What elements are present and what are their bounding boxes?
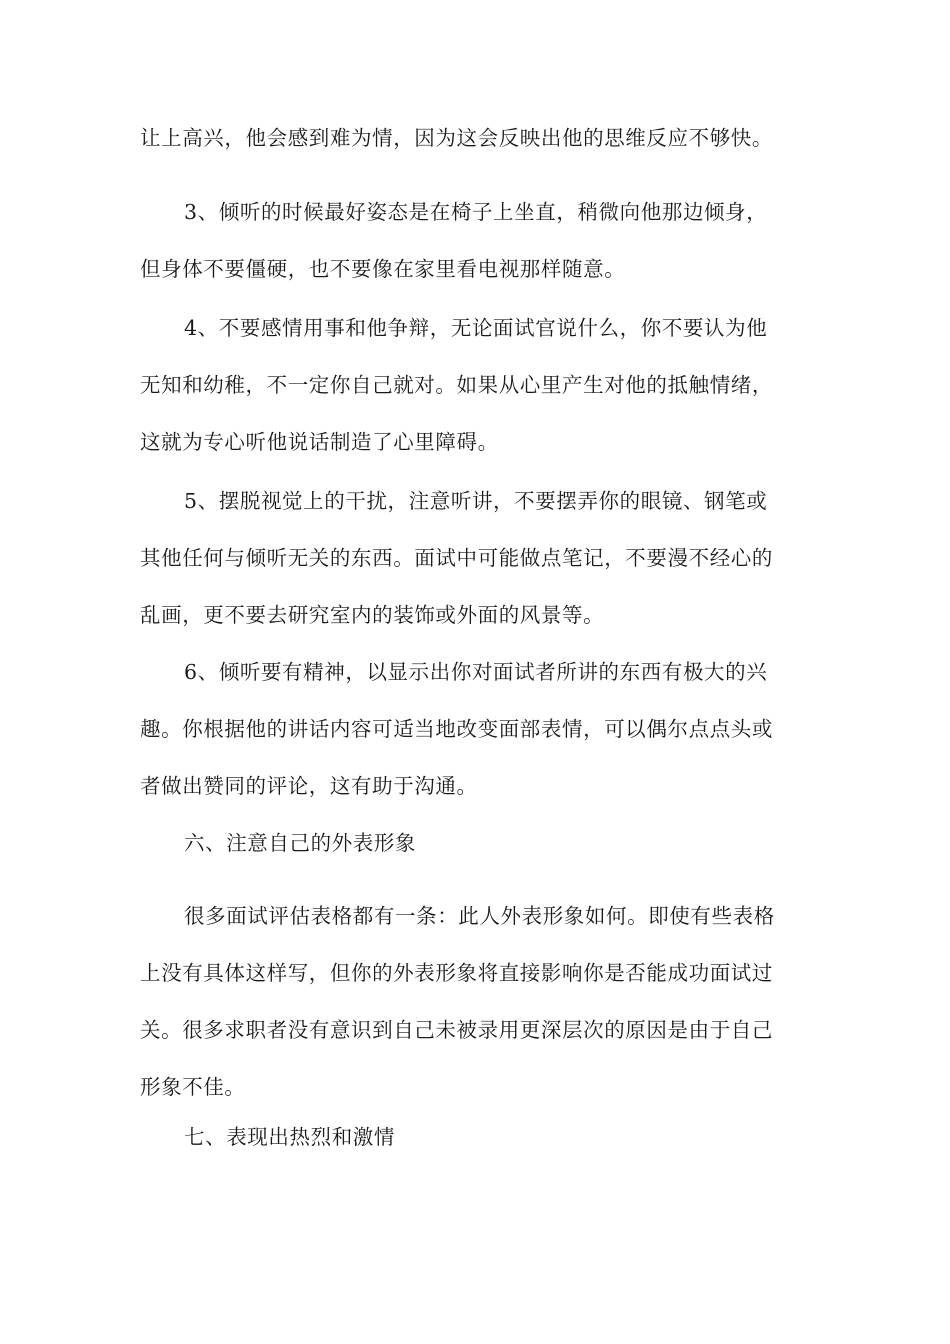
paragraph-appearance bbox=[140, 888, 812, 1116]
text-line: 趣。你根据他的讲话内容可适当地改变面部表情，可以偶尔点点头或 bbox=[140, 717, 773, 741]
section-heading: 七、表现出热烈和激情 bbox=[184, 1125, 395, 1149]
text-line: 这就为专心听他说话制造了心里障碍。 bbox=[140, 430, 499, 454]
paragraph-item-4 bbox=[140, 300, 812, 471]
text-line: 6、倾听要有精神，以显示出你对面试者所讲的东西有极大的兴 bbox=[184, 660, 768, 684]
text-line: 上没有具体这样写，但你的外表形象将直接影响你是否能成功面试过 bbox=[140, 961, 773, 985]
text-line: 者做出赞同的评论，这有助于沟通。 bbox=[140, 774, 478, 798]
text-line: 让上高兴，他会感到难为情，因为这会反映出他的思维反应不够快。 bbox=[140, 126, 773, 150]
text-line: 乱画，更不要去研究室内的装饰或外面的风景等。 bbox=[140, 603, 605, 627]
text-line: 关。很多求职者没有意识到自己未被录用更深层次的原因是由于自己 bbox=[140, 1018, 773, 1042]
text-line: 无知和幼稚，不一定你自己就对。如果从心里产生对他的抵触情绪， bbox=[140, 373, 773, 397]
text-line: 5、摆脱视觉上的干扰，注意听讲，不要摆弄你的眼镜、钢笔或 bbox=[184, 489, 768, 513]
text-line: 3、倾听的时候最好姿态是在椅子上坐直，稍微向他那边倾身， bbox=[184, 200, 768, 224]
section-heading-7 bbox=[140, 1109, 812, 1166]
paragraph-item-3 bbox=[140, 184, 812, 298]
paragraph-item-6 bbox=[140, 644, 812, 815]
paragraph-continuation bbox=[140, 110, 812, 167]
text-line: 4、不要感情用事和他争辩，无论面试官说什么，你不要认为他 bbox=[184, 316, 768, 340]
paragraph-item-5 bbox=[140, 473, 812, 644]
text-line: 其他任何与倾听无关的东西。面试中可能做点笔记，不要漫不经心的 bbox=[140, 546, 773, 570]
text-line: 很多面试评估表格都有一条：此人外表形象如何。即使有些表格 bbox=[184, 904, 775, 928]
section-heading-6 bbox=[140, 815, 812, 872]
section-heading: 六、注意自己的外表形象 bbox=[184, 831, 417, 855]
text-line: 形象不佳。 bbox=[140, 1075, 246, 1099]
text-line: 但身体不要僵硬，也不要像在家里看电视那样随意。 bbox=[140, 257, 626, 281]
